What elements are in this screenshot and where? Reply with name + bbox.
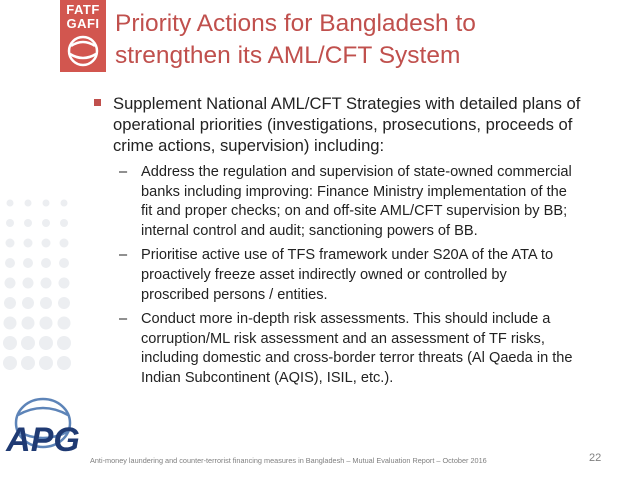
sub-bullet-line: Prioritise active use of TFS framework under S20A of the ATA to bbox=[141, 247, 554, 264]
dash-bullet: – bbox=[119, 164, 128, 180]
sub-bullet-line: corruption/ML risk assessment and an assessment of TF risks, bbox=[141, 330, 545, 347]
gafi-logo-text: GAFI bbox=[66, 16, 100, 31]
title-line-2: strengthen its AML/CFT System bbox=[115, 42, 461, 69]
sub-bullet-line: fit and proper checks; on and off-site AML/CFT supervision by BB; bbox=[141, 203, 568, 220]
dash-bullet: – bbox=[119, 247, 128, 264]
page-number: 22 bbox=[589, 452, 602, 464]
sub-bullet-line: Conduct more in-depth risk assessments. This should include a bbox=[141, 311, 551, 328]
title-line-1: Priority Actions for Bangladesh to bbox=[115, 10, 476, 37]
sub-bullet-line: proscribed persons / entities. bbox=[141, 286, 328, 303]
main-bullet-line: crime actions, supervision) including: bbox=[113, 136, 385, 155]
fatf-gafi-logo bbox=[60, 0, 106, 72]
sub-bullet-line: including domestic and cross-border terror threats (Al Qaeda in the bbox=[141, 350, 573, 367]
square-bullet-icon bbox=[94, 99, 101, 106]
main-bullet-line: Supplement National AML/CFT Strategies with detailed plans of bbox=[113, 94, 581, 113]
apg-logo bbox=[4, 393, 82, 473]
sub-bullet-line: internal control and audit; sanctioning powers of BB. bbox=[141, 222, 478, 239]
globe-icon bbox=[64, 34, 102, 68]
slide-title bbox=[115, 8, 630, 72]
sub-bullet-line: banks including improving: Finance Ministry implementation of the bbox=[141, 183, 567, 200]
sub-bullet-line: Indian Subcontinent (AQIS), ISIL, etc.). bbox=[141, 369, 394, 386]
decorative-dot-grid bbox=[0, 195, 80, 395]
sub-bullet-list bbox=[92, 163, 632, 389]
main-bullet-line: operational priorities (investigations, prosecutions, proceeds of bbox=[113, 115, 573, 134]
dash-bullet: – bbox=[119, 311, 128, 328]
slide-content bbox=[92, 93, 632, 394]
sub-bullet-line: Address the regulation and supervision of state-owned commercial bbox=[141, 164, 572, 180]
main-bullet bbox=[92, 93, 632, 156]
sub-bullet-item bbox=[119, 310, 632, 388]
sub-bullet-line: proactively freeze asset indirectly owned or controlled by bbox=[141, 266, 507, 283]
fatf-logo-text: FATF bbox=[66, 2, 100, 17]
footer-text: Anti-money laundering and counter-terrorist financing measures in Bangladesh – Mutual Evaluation Report – October 2016 bbox=[90, 456, 487, 465]
sub-bullet-item bbox=[119, 163, 632, 241]
sub-bullet-item bbox=[119, 246, 632, 305]
apg-logo-text: APG bbox=[6, 421, 80, 459]
